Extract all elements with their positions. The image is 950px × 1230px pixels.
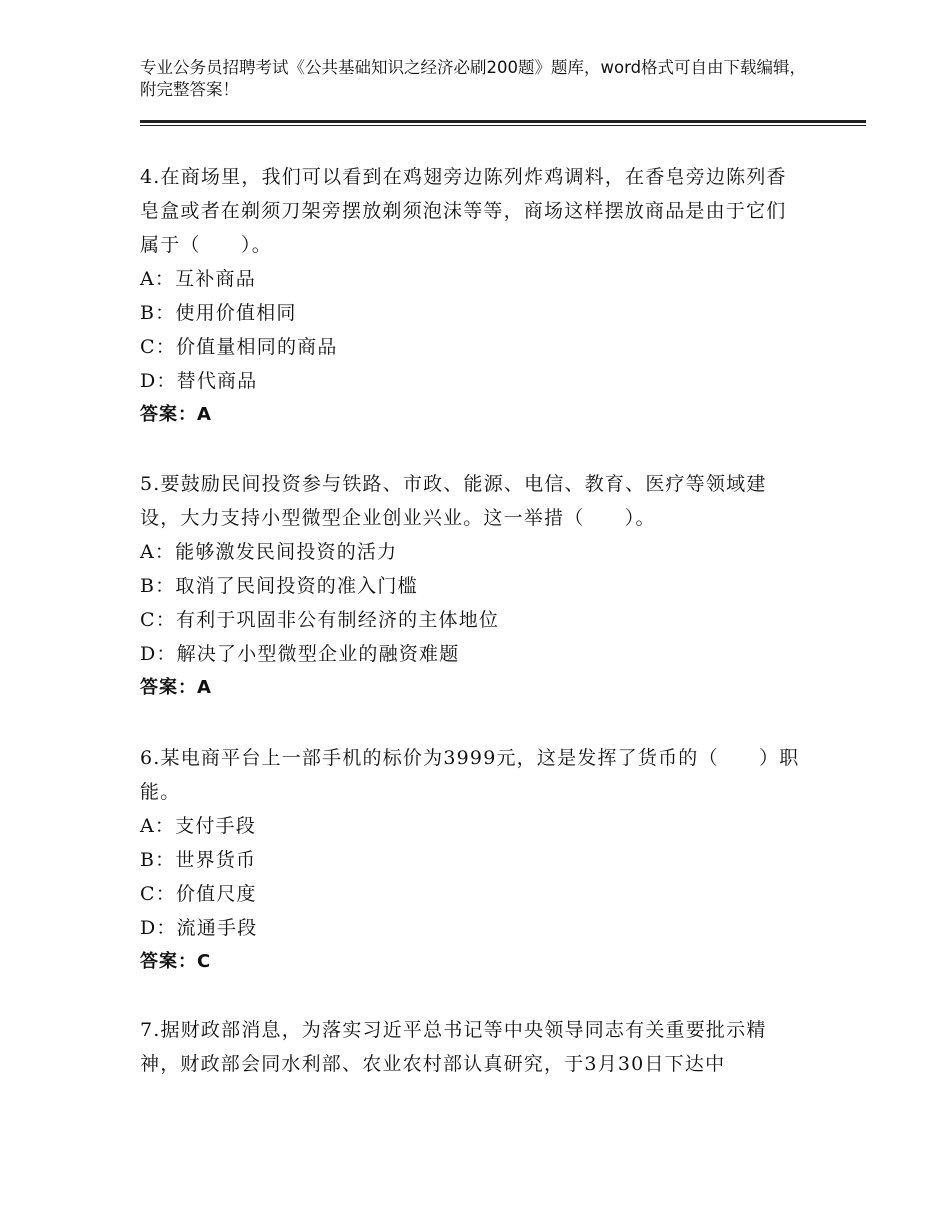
question-stem: 7.据财政部消息，为落实习近平总书记等中央领导同志有关重要批示精神，财政部会同水利部、农业农村部认真研究，于3月30日下达中 bbox=[140, 1019, 767, 1075]
header-divider-thick bbox=[140, 120, 866, 123]
option-c: C：价值尺度 bbox=[140, 883, 257, 905]
answer: 答案：C bbox=[140, 951, 212, 972]
option-a: A：能够激发民间投资的活力 bbox=[140, 541, 398, 563]
answer: 答案：A bbox=[140, 404, 212, 425]
option-d: D：替代商品 bbox=[140, 370, 258, 392]
option-c: C：有利于巩固非公有制经济的主体地位 bbox=[140, 609, 500, 631]
header-divider-thin bbox=[140, 125, 866, 126]
option-b: B：使用价值相同 bbox=[140, 302, 297, 324]
option-a: A：互补商品 bbox=[140, 268, 256, 290]
option-b: B：世界货币 bbox=[140, 849, 257, 871]
question-stem: 5.要鼓励民间投资参与铁路、市政、能源、电信、教育、医疗等领域建设，大力支持小型微型企业创业兴业。这一举措（ ）。 bbox=[140, 473, 767, 529]
option-b: B：取消了民间投资的准入门槛 bbox=[140, 575, 418, 597]
question-4 bbox=[140, 160, 805, 432]
option-c: C：价值量相同的商品 bbox=[140, 336, 338, 358]
question-5 bbox=[140, 467, 805, 705]
question-stem: 4.在商场里，我们可以看到在鸡翅旁边陈列炸鸡调料，在香皂旁边陈列香皂盒或者在剃须刀架旁摆放剃须泡沫等等，商场这样摆放商品是由于它们属于（ ）。 bbox=[140, 166, 787, 256]
option-d: D：流通手段 bbox=[140, 917, 258, 939]
question-stem: 6.某电商平台上一部手机的标价为3999元，这是发挥了货币的（ ）职能。 bbox=[140, 747, 800, 803]
option-d: D：解决了小型微型企业的融资难题 bbox=[140, 643, 460, 665]
question-6 bbox=[140, 741, 805, 979]
question-7 bbox=[140, 1013, 805, 1081]
option-a: A：支付手段 bbox=[140, 815, 256, 837]
answer: 答案：A bbox=[140, 677, 212, 698]
document-header: 专业公务员招聘考试《公共基础知识之经济必刷200题》题库，word格式可自由下载编辑，附完整答案！ bbox=[140, 58, 807, 99]
